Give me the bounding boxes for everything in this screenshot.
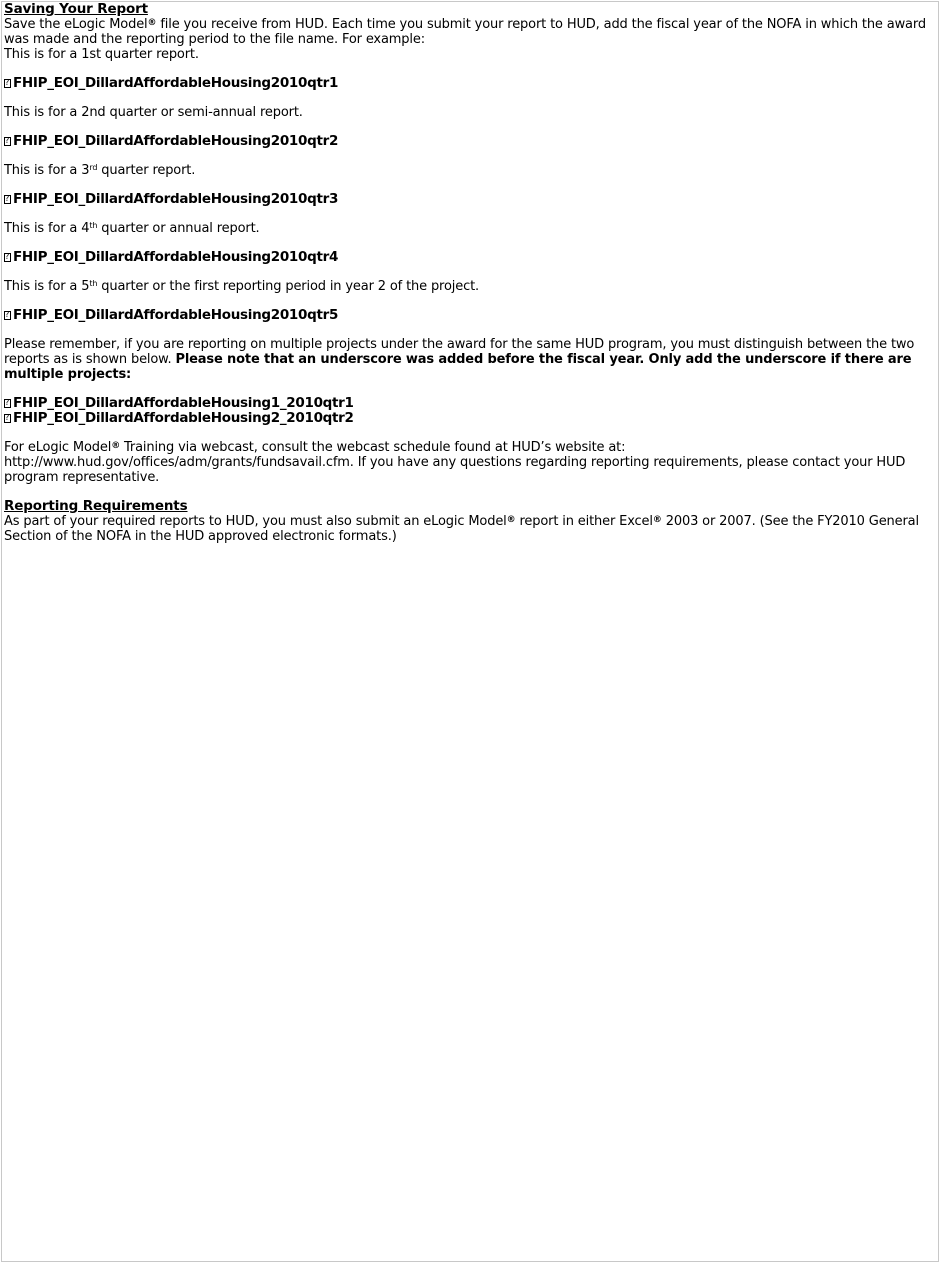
registered-mark: ® xyxy=(506,515,516,525)
missing-glyph-icon xyxy=(4,414,11,423)
saving-intro-paragraph xyxy=(4,17,932,47)
missing-glyph-icon xyxy=(4,399,11,408)
intro-text-part1: Save the eLogic Model xyxy=(4,17,148,32)
quarter-description: This is for a 3rd quarter report. xyxy=(4,163,196,178)
registered-mark: ® xyxy=(111,441,121,451)
example-filename: ?FHIP_EOI_DillardAffordableHousing2010qtr1 xyxy=(4,76,932,91)
missing-glyph-icon xyxy=(4,137,11,146)
multiple-projects-paragraph: Please remember, if you are reporting on multiple projects under the award for the same HUD program, you must distinguish between the two reports as is shown below. Please note that an underscore was added before the fiscal year. Only add the underscore if there are multiple projects: xyxy=(4,337,915,382)
missing-glyph-icon xyxy=(4,195,11,204)
quarter-description: This is for a 2nd quarter or semi-annual report. xyxy=(4,105,303,120)
section-heading-saving-report: Saving Your Report xyxy=(4,1,148,17)
requirements-paragraph: As part of your required reports to HUD, you must also submit an eLogic Model® report in either Excel® 2003 or 2007. (See the FY2010 General Section of the NOFA in the HUD approved electronic formats.) xyxy=(4,514,919,544)
quarter-description: This is for a 5th quarter or the first reporting period in year 2 of the project. xyxy=(4,279,479,294)
example-filename: ?FHIP_EOI_DillardAffordableHousing2010qtr2 xyxy=(4,134,932,149)
section-heading-reporting-requirements: Reporting Requirements xyxy=(4,498,188,514)
missing-glyph-icon xyxy=(4,253,11,262)
quarter-description: This is for a 1st quarter report. xyxy=(4,47,199,62)
document-page xyxy=(1,1,939,1262)
training-paragraph: For eLogic Model® Training via webcast, consult the webcast schedule found at HUD’s website at: http://www.hud.gov/offices/adm/grants/fundsavail.cfm. If you have any questions regarding reporting requirements, please contact your HUD program representative. xyxy=(4,440,906,485)
example-filename: ?FHIP_EOI_DillardAffordableHousing1_2010qtr1 xyxy=(4,396,932,411)
intro-text-part2: file you receive from HUD. Each time you submit your report to HUD, add the fiscal year of the NOFA in which the award was made and the reporting period to the file name. For example: xyxy=(4,17,926,47)
example-filename: ?FHIP_EOI_DillardAffordableHousing2_2010qtr2 xyxy=(4,411,932,426)
example-filename: ?FHIP_EOI_DillardAffordableHousing2010qtr3 xyxy=(4,192,932,207)
document-content xyxy=(4,2,932,544)
quarter-description: This is for a 4th quarter or annual report. xyxy=(4,221,260,236)
underscore-note: Please note that an underscore was added before the fiscal year. Only add the underscore if there are multiple projects: xyxy=(4,352,912,382)
registered-mark: ® xyxy=(147,18,157,28)
missing-glyph-icon xyxy=(4,79,11,88)
missing-glyph-icon xyxy=(4,311,11,320)
example-filename: ?FHIP_EOI_DillardAffordableHousing2010qtr4 xyxy=(4,250,932,265)
registered-mark: ® xyxy=(652,515,662,525)
example-filename: ?FHIP_EOI_DillardAffordableHousing2010qtr5 xyxy=(4,308,932,323)
